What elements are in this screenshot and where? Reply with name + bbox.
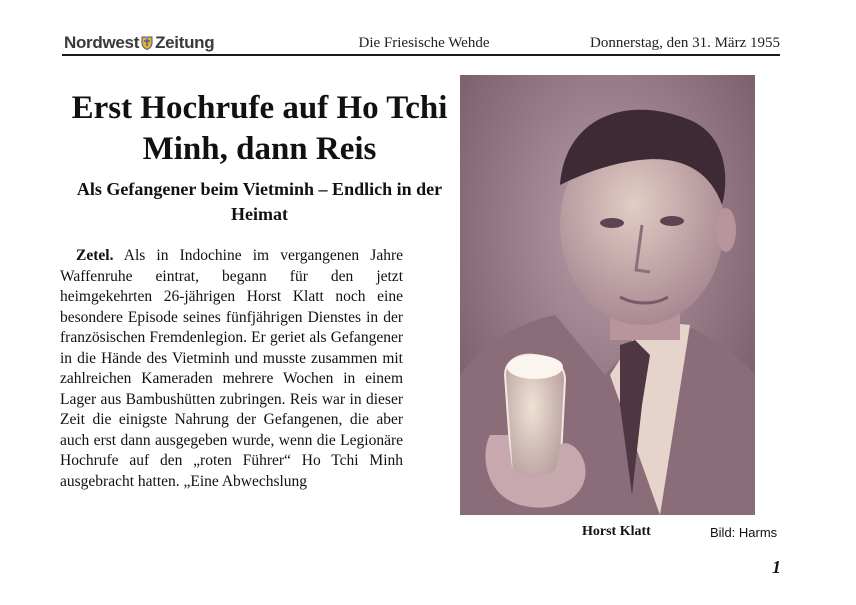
portrait-photo [460, 75, 755, 515]
article-subhead: Als Gefangener beim Vietminh – Endlich in der Heimat [76, 179, 443, 224]
article-body [60, 246, 403, 492]
newspaper-logo [64, 33, 214, 53]
crest-icon [141, 36, 153, 50]
photo-credit: Bild: Harms [710, 525, 778, 540]
page-number: 1 [772, 557, 781, 577]
issue-date: Donnerstag, den 31. März 1955 [590, 35, 780, 51]
section-title: Die Friesische Wehde [358, 35, 490, 51]
logo-left-text: Nordwest [64, 33, 140, 52]
photo-caption: Horst Klatt [582, 524, 651, 539]
article-headline: Erst Hochrufe auf Ho Tchi Minh, dann Reis [71, 90, 448, 167]
article-body-text: Als in Indochine im vergangenen Jahre Waffenruhe eintrat, begann für den jetzt heimgekehrten 26-jährigen Horst Klatt noch eine besondere Episode seines fünfjährigen Dienstes in der französischen Fremdenlegion. Er geriet als Gefangener in die Hände des Vietminh und musste zusammen mit zahlreichen Kameraden mehrere Wochen in einem Lager aus Bambushütten zubringen. Reis war in dieser Zeit die einigste Nahrung der Gefangenen, die aber auch erst dann ausgegeben wurde, wenn die Legionäre Hochrufe auf den „roten Führer“ Ho Tchi Minh ausgebracht hatten. „Eine Abwechslung [60, 247, 403, 490]
masthead [62, 28, 780, 56]
article-dateline: Zetel. [76, 247, 114, 264]
logo-right-text: Zeitung [155, 33, 215, 52]
portrait-illustration [460, 75, 755, 515]
